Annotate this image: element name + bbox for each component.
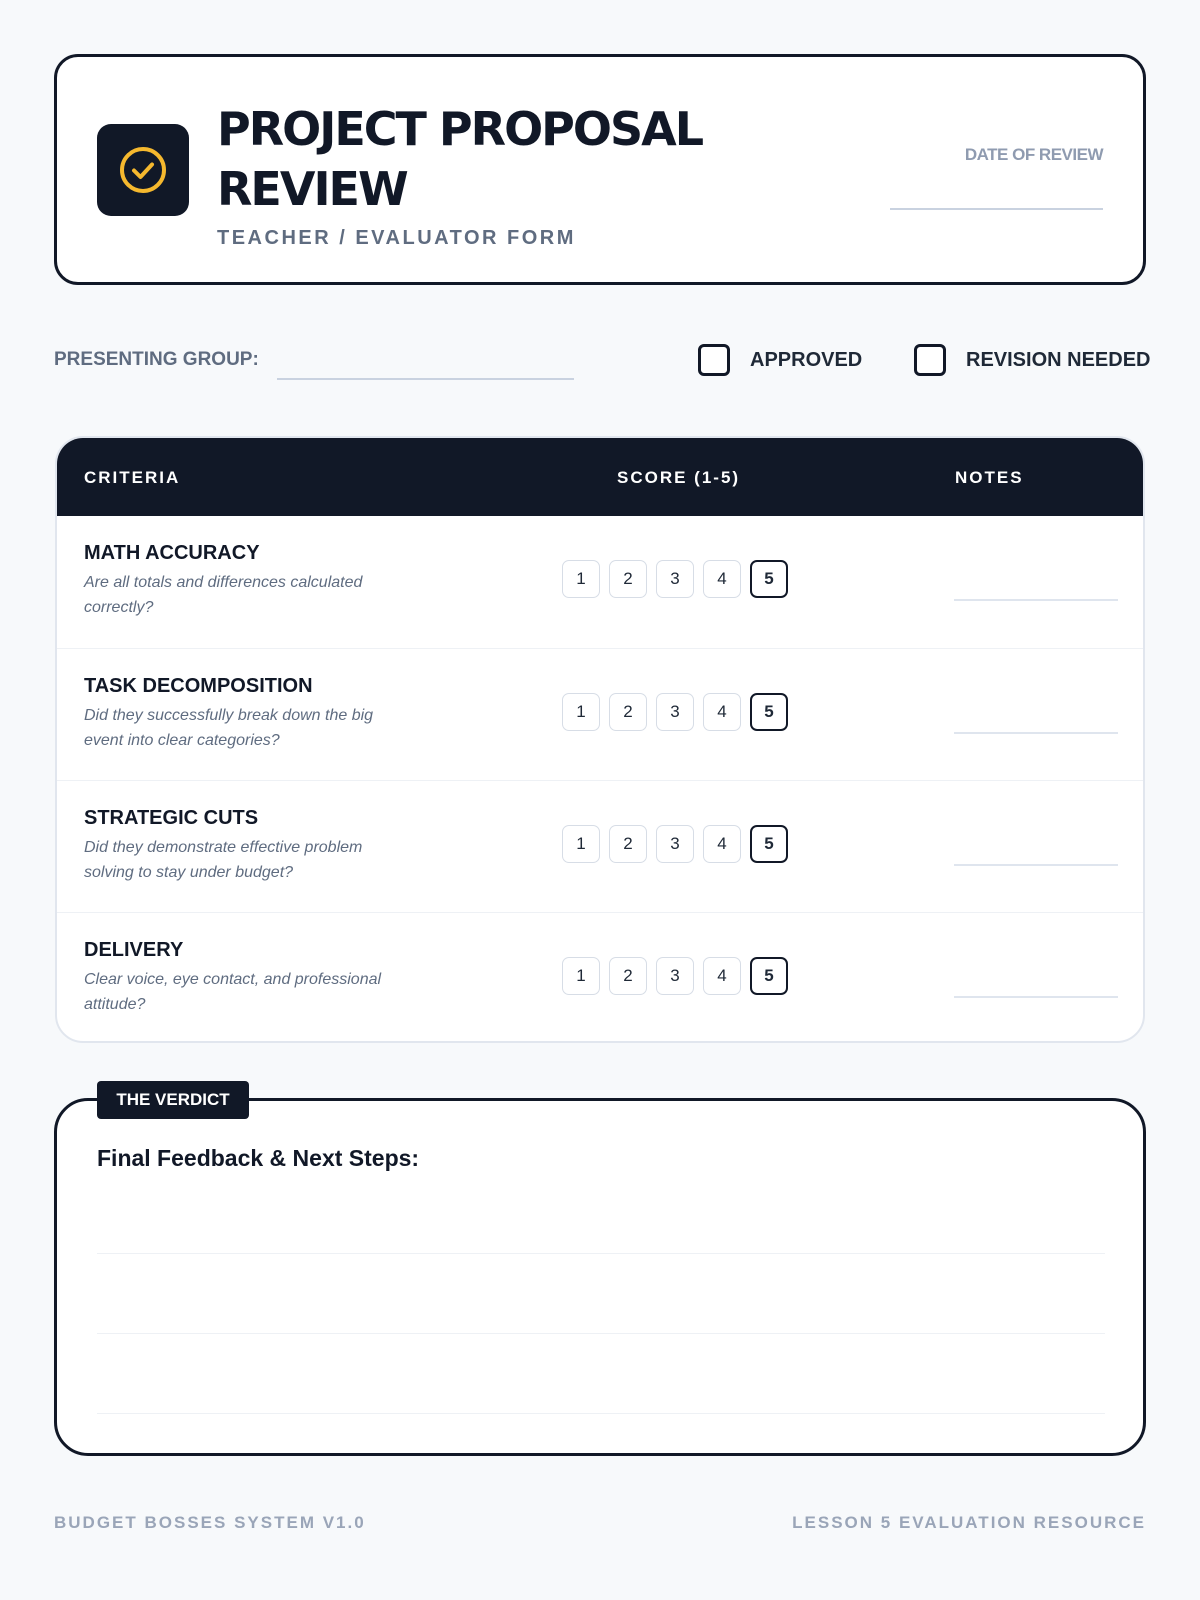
date-input-line[interactable] [890, 208, 1103, 210]
score-option-3[interactable]: 3 [656, 825, 694, 863]
column-header-score: SCORE (1-5) [617, 468, 741, 487]
notes-input-line[interactable] [954, 996, 1118, 998]
criteria-title: TASK DECOMPOSITION [84, 675, 313, 697]
score-option-5[interactable]: 5 [750, 957, 788, 995]
score-options [562, 825, 797, 863]
page-title: PROJECT PROPOSAL REVIEW [217, 102, 703, 216]
score-options [562, 693, 797, 731]
revision-needed-checkbox[interactable] [914, 344, 946, 376]
verdict-tag: THE VERDICT [97, 1081, 249, 1119]
score-option-1[interactable]: 1 [562, 693, 600, 731]
table-row [57, 648, 1143, 780]
score-options [562, 957, 797, 995]
score-option-2[interactable]: 2 [609, 957, 647, 995]
table-row [57, 516, 1143, 648]
revision-needed-label: REVISION NEEDED [966, 349, 1151, 371]
header-card [54, 54, 1146, 285]
score-option-1[interactable]: 1 [562, 957, 600, 995]
score-option-2[interactable]: 2 [609, 560, 647, 598]
presenting-group-input-line[interactable] [277, 378, 574, 380]
footer-left: BUDGET BOSSES SYSTEM V1.0 [54, 1513, 366, 1532]
score-option-3[interactable]: 3 [656, 957, 694, 995]
column-header-criteria: CRITERIA [84, 468, 181, 487]
notes-input-line[interactable] [954, 599, 1118, 601]
footer-right: LESSON 5 EVALUATION RESOURCE [792, 1513, 1146, 1532]
approved-checkbox[interactable] [698, 344, 730, 376]
feedback-line[interactable] [97, 1413, 1105, 1414]
page-subtitle: TEACHER / EVALUATOR FORM [217, 227, 576, 249]
criteria-description: Are all totals and differences calculated correctly? [84, 574, 363, 616]
criteria-title: MATH ACCURACY [84, 542, 260, 564]
score-option-4[interactable]: 4 [703, 957, 741, 995]
verdict-box [54, 1098, 1146, 1456]
verdict-title: Final Feedback & Next Steps: [97, 1145, 420, 1171]
rubric-header [57, 438, 1143, 516]
notes-input-line[interactable] [954, 864, 1118, 866]
approved-label: APPROVED [750, 349, 863, 371]
feedback-line[interactable] [97, 1333, 1105, 1334]
score-option-2[interactable]: 2 [609, 693, 647, 731]
rubric-table [55, 436, 1145, 1043]
check-circle-icon [118, 145, 168, 195]
criteria-title: DELIVERY [84, 939, 184, 961]
score-option-4[interactable]: 4 [703, 560, 741, 598]
score-option-3[interactable]: 3 [656, 560, 694, 598]
score-options [562, 560, 797, 598]
score-option-5[interactable]: 5 [750, 560, 788, 598]
score-option-1[interactable]: 1 [562, 560, 600, 598]
score-option-3[interactable]: 3 [656, 693, 694, 731]
score-option-4[interactable]: 4 [703, 825, 741, 863]
table-row [57, 780, 1143, 912]
criteria-description: Clear voice, eye contact, and professional attitude? [84, 971, 382, 1013]
table-row [57, 912, 1143, 1043]
score-option-5[interactable]: 5 [750, 693, 788, 731]
score-option-1[interactable]: 1 [562, 825, 600, 863]
notes-input-line[interactable] [954, 732, 1118, 734]
score-option-4[interactable]: 4 [703, 693, 741, 731]
score-option-2[interactable]: 2 [609, 825, 647, 863]
logo [97, 124, 189, 216]
feedback-line[interactable] [97, 1253, 1105, 1254]
date-label: DATE OF REVIEW [964, 145, 1103, 164]
criteria-description: Did they demonstrate effective problem solving to stay under budget? [84, 839, 363, 881]
presenting-group-label: PRESENTING GROUP: [54, 349, 259, 370]
score-option-5[interactable]: 5 [750, 825, 788, 863]
column-header-notes: NOTES [955, 468, 1024, 487]
criteria-title: STRATEGIC CUTS [84, 807, 259, 829]
criteria-description: Did they successfully break down the big event into clear categories? [84, 707, 374, 749]
